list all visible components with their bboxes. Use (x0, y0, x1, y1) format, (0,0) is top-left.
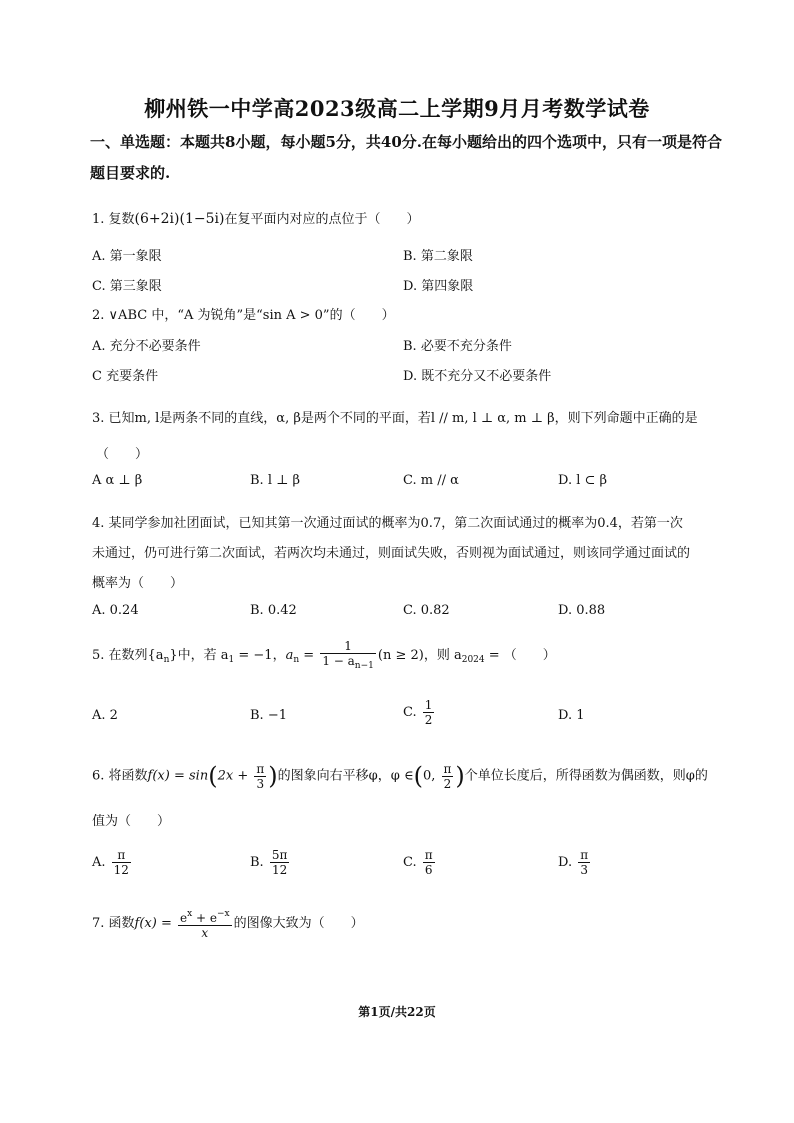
q3-option-a[interactable]: A α ⊥ β (92, 473, 143, 488)
question-2-stem: 2. ∨ABC 中，“A 为锐角”是“sin A > 0”的（ ） (92, 308, 395, 323)
q6-opt-a-label: A. (92, 855, 106, 870)
question-6-line-2: 值为（ ） (92, 814, 171, 829)
question-4-line-1: 4. 某同学参加社团面试，已知其第一次通过面试的概率为0.7，第二次面试通过的概率为0.4，若第一次 (92, 516, 683, 531)
q6-pi-over-2 (442, 762, 454, 791)
q5-option-c-label: C. (403, 705, 417, 720)
section-heading: 一、单选题：本题共8小题，每小题5分，共40分.在每小题给出的四个选项中，只有一项是符合题目要求的. (90, 133, 722, 182)
question-3-paren: （ ） (96, 447, 149, 462)
q6-option-c[interactable] (403, 848, 437, 877)
q5-sub-2024: 2024 (461, 655, 485, 665)
question-1-stem (92, 208, 419, 227)
q1-option-b[interactable]: B. 第二象限 (403, 249, 473, 264)
question-3-stem: 3. 已知m, l是两条不同的直线，α, β是两个不同的平面，若l // m, l ⊥ α, m ⊥ β，则下列命题中正确的是 (92, 411, 698, 426)
q6-pi: π (256, 761, 265, 776)
q6-opt-d-num: π (580, 848, 589, 862)
q7-denominator: x (201, 926, 209, 940)
q6-opt-b-fraction (270, 848, 290, 877)
question-6-stem (92, 756, 708, 797)
q6-opt-c-num: π (424, 848, 433, 862)
q6-shift: 的图象向右平移φ，φ ∈ (277, 768, 414, 784)
q7-prefix: 7. 函数 (92, 916, 135, 931)
question-4-line-3: 概率为（ ） (92, 576, 184, 591)
q6-interval-start: 0, (422, 768, 440, 784)
q3-option-b[interactable]: B. l ⊥ β (250, 473, 300, 488)
q3-option-c[interactable]: C. m // α (403, 473, 459, 488)
q6-opt-d-fraction (578, 848, 590, 877)
q6-opt-b-num: 5π (271, 848, 288, 862)
question-4-line-2: 未通过，仍可进行第二次面试，若两次均未通过，则面试失败，否则视为面试通过，则该同学通过面试的 (92, 546, 691, 561)
q6-option-d[interactable] (558, 848, 592, 877)
q1-expression: (6+2i)(1−5i) (134, 211, 225, 227)
q6-option-a[interactable] (92, 848, 133, 877)
q1-prefix: 1. 复数 (92, 212, 135, 227)
q5-frac-den-text: 1 − a (322, 653, 355, 668)
q7-plus-e: + e (192, 911, 217, 925)
q5-option-c[interactable] (403, 698, 436, 727)
q6-opt-c-label: C. (403, 855, 417, 870)
q5-option-c-fraction (423, 698, 435, 727)
q1-suffix: 在复平面内对应的点位于（ ） (224, 212, 420, 227)
q5-initial: = −1， (234, 648, 286, 663)
q7-suffix: 的图像大致为（ ） (233, 916, 364, 931)
q5-recurrence-fraction (320, 639, 376, 673)
q1-option-d[interactable]: D. 第四象限 (403, 279, 474, 294)
q5-option-d[interactable]: D. 1 (558, 708, 585, 723)
q5-eq: = (299, 648, 319, 663)
q6-function: f(x) = sin (147, 768, 209, 784)
q5-frac-den (320, 654, 376, 673)
q6-right-paren: ) (268, 762, 278, 790)
q5-frac-den-sub: n−1 (354, 660, 374, 671)
q6-two: 2 (443, 776, 452, 791)
q7-function: f(x) = (134, 916, 176, 931)
q6-opt-b-den: 12 (271, 863, 288, 877)
question-7-stem (92, 906, 364, 942)
q5-ask: ，则 a (423, 648, 462, 663)
q6-prefix: 6. 将函数 (92, 768, 148, 784)
q6-pi-2: π (443, 761, 452, 776)
q7-numerator (178, 907, 232, 926)
q6-opt-b-label: B. (250, 855, 264, 870)
page-title: 柳州铁一中学高2023级高二上学期9月月考数学试卷 (144, 96, 650, 121)
q7-exp-1: x (187, 909, 193, 919)
q5-an: a (285, 648, 294, 663)
q6-three: 3 (256, 776, 265, 791)
q5-option-a[interactable]: A. 2 (92, 708, 118, 723)
q5-frac-num: 1 (320, 639, 376, 654)
q5-sub-n: n (163, 655, 170, 665)
q6-opt-d-den: 3 (580, 863, 588, 877)
q6-opt-a-den: 12 (113, 863, 129, 877)
q7-fraction (178, 907, 232, 940)
q4-option-a[interactable]: A. 0.24 (92, 603, 139, 618)
q5-condition: (n ≥ 2) (377, 648, 424, 663)
q6-left-paren: ( (208, 762, 218, 790)
q7-e1: e (180, 911, 188, 925)
q4-option-b[interactable]: B. 0.42 (250, 603, 297, 618)
q2-option-a[interactable]: A. 充分不必要条件 (92, 339, 201, 354)
q6-option-b[interactable] (250, 848, 291, 877)
page-footer: 第1页/共22页 (358, 1005, 436, 1019)
q1-option-a[interactable]: A. 第一象限 (92, 249, 162, 264)
q2-option-d[interactable]: D. 既不充分又不必要条件 (403, 369, 552, 384)
q6-opt-c-den: 6 (424, 863, 433, 877)
q4-option-c[interactable]: C. 0.82 (403, 603, 450, 618)
q6-pi-over-3 (254, 762, 266, 791)
q6-opt-a-num: π (112, 848, 131, 863)
q5-optc-num: 1 (424, 698, 433, 712)
q2-option-b[interactable]: B. 必要不充分条件 (403, 339, 512, 354)
q5-prefix: 5. 在数列{a (92, 648, 164, 663)
q7-exp-2: −x (216, 909, 230, 919)
q6-interval-left: ( (413, 762, 423, 790)
q6-opt-c-fraction (423, 848, 435, 877)
q1-option-c[interactable]: C. 第三象限 (92, 279, 162, 294)
q6-inner: 2x + (217, 768, 253, 784)
q5-suffix: = （ ） (484, 648, 556, 663)
q5-optc-den: 2 (424, 713, 433, 727)
q2-option-c[interactable]: C 充要条件 (92, 369, 159, 384)
q5-sub-1: 1 (228, 655, 235, 665)
q5-option-b[interactable]: B. −1 (250, 708, 287, 723)
q6-interval-right: ) (455, 762, 465, 790)
q5-mid: }中，若 a (169, 648, 229, 663)
q6-suffix: 个单位长度后，所得函数为偶函数，则φ的 (464, 768, 708, 784)
q5-an-sub: n (293, 655, 300, 665)
q6-opt-d-label: D. (558, 855, 573, 870)
question-5-stem (92, 638, 556, 678)
q4-option-d[interactable]: D. 0.88 (558, 603, 606, 618)
q3-option-d[interactable]: D. l ⊂ β (558, 473, 608, 488)
q6-opt-a-fraction (112, 848, 131, 877)
